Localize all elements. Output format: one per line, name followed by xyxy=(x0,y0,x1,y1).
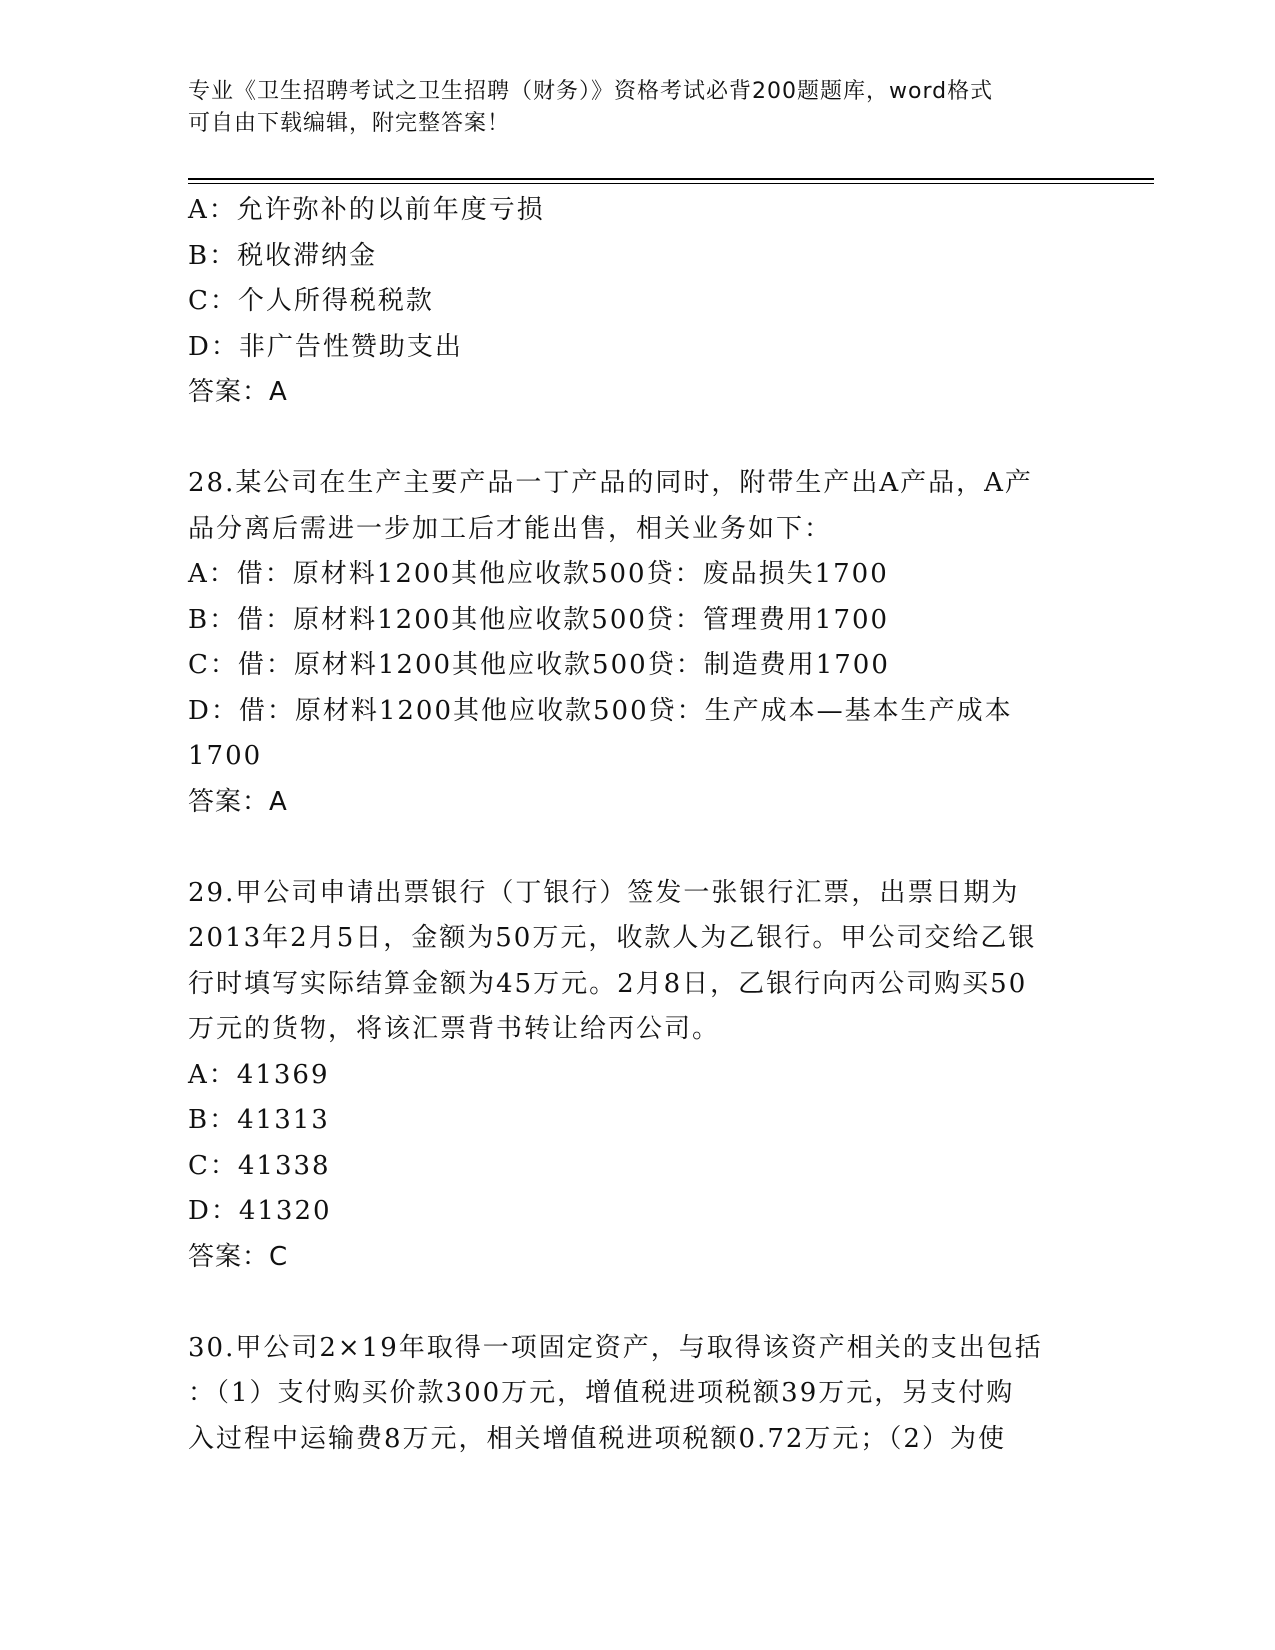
q28-option-d: D：借：原材料1200其他应收款500贷：生产成本—基本生产成本 xyxy=(188,695,1013,726)
q28-option-b: B：借：原材料1200其他应收款500贷：管理费用1700 xyxy=(188,604,890,635)
question-29-block xyxy=(188,871,1088,1281)
question-30-block xyxy=(188,1326,1088,1463)
header-rule-thick xyxy=(188,178,1154,180)
header-line-1: 专业《卫生招聘考试之卫生招聘（财务）》资格考试必背200题题库，word格式 xyxy=(188,79,994,104)
q27-option-a: A：允许弥补的以前年度亏损 xyxy=(188,195,545,225)
spacer xyxy=(188,1280,1088,1326)
question-content xyxy=(188,188,1088,1462)
q29-option-b: B：41313 xyxy=(188,1105,330,1135)
document-header xyxy=(188,76,1068,140)
header-line-2: 可自由下载编辑，附完整答案！ xyxy=(188,111,511,136)
q29-answer: 答案：C xyxy=(188,1241,289,1272)
q29-option-d: D：41320 xyxy=(188,1196,332,1226)
question-27-block xyxy=(188,188,1088,416)
q28-option-d-continued: 1700 xyxy=(188,741,263,771)
q28-option-c: C：借：原材料1200其他应收款500贷：制造费用1700 xyxy=(188,650,890,680)
q30-stem-line-2: ：（1）支付购买价款300万元，增值税进项税额39万元，另支付购 xyxy=(188,1378,1015,1408)
q29-stem-line-1: 29.甲公司申请出票银行（丁银行）签发一张银行汇票，出票日期为 xyxy=(188,877,1020,908)
q28-stem-line-2: 品分离后需进一步加工后才能出售，相关业务如下： xyxy=(188,513,833,544)
q29-stem-line-3: 行时填写实际结算金额为45万元。2月8日，乙银行向丙公司购买50 xyxy=(188,968,1028,999)
q28-answer: 答案：A xyxy=(188,786,288,817)
q30-stem-line-3: 入过程中运输费8万元，相关增值税进项税额0.72万元；（2）为使 xyxy=(188,1423,1006,1454)
q28-option-a: A：借：原材料1200其他应收款500贷：废品损失1700 xyxy=(188,559,889,589)
spacer xyxy=(188,416,1088,462)
q29-option-c: C：41338 xyxy=(188,1150,331,1181)
q27-option-b: B：税收滞纳金 xyxy=(188,240,378,271)
q27-option-c: C：个人所得税税款 xyxy=(188,286,434,316)
q29-stem-line-2: 2013年2月5日，金额为50万元，收款人为乙银行。甲公司交给乙银 xyxy=(188,923,1037,953)
header-rule-thin xyxy=(188,183,1154,184)
spacer xyxy=(188,825,1088,871)
q29-stem-line-4: 万元的货物，将该汇票背书转让给丙公司。 xyxy=(188,1014,721,1044)
question-28-block xyxy=(188,461,1088,825)
q30-stem-line-1: 30.甲公司2×19年取得一项固定资产，与取得该资产相关的支出包括 xyxy=(188,1332,1043,1363)
q27-option-d: D：非广告性赞助支出 xyxy=(188,331,463,362)
q27-answer: 答案：A xyxy=(188,377,288,407)
q29-option-a: A：41369 xyxy=(188,1059,330,1090)
q28-stem-line-1: 28.某公司在生产主要产品一丁产品的同时，附带生产出A产品，A产 xyxy=(188,468,1033,498)
